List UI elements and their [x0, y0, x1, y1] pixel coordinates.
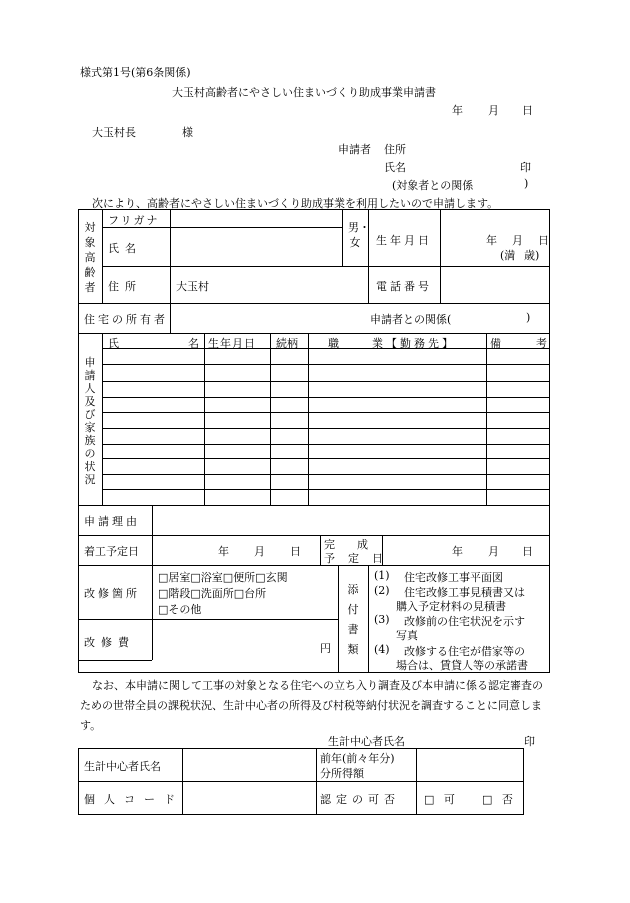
sex-label: 男・女 [348, 221, 370, 249]
attach-4-text: 改修する住宅が借家等の [404, 645, 525, 658]
signer-seal: 印 [524, 735, 535, 748]
col-given-name: 名 [188, 337, 199, 350]
attachments-label: 添付書類 [347, 583, 359, 656]
cost-unit: 円 [320, 642, 331, 655]
reason-label: 申請理由 [84, 515, 140, 528]
places-line-3: □その他 [158, 603, 202, 616]
applicant-relation-close: ) [524, 177, 529, 190]
approval-label: 認定の可否 [320, 793, 400, 806]
phone-label: 電話番号 [376, 280, 432, 293]
owner-relation-close: ) [526, 311, 531, 324]
attach-1-text: 住宅改修工事平面図 [404, 571, 503, 584]
attach-4-cont: 場合は、賃貸人等の承諾書 [396, 659, 528, 672]
applicant-label: 申請者 [338, 143, 371, 156]
addressee: 大玉村長 [92, 126, 136, 139]
target-address-label: 住所 [108, 280, 142, 293]
col-remarks-1: 備 [490, 337, 501, 350]
intro-text: 次により、高齢者にやさしい住まいづくり助成事業を利用したいので申請します。 [92, 197, 499, 210]
family-side-label: 申請人及び家族の状況 [84, 356, 96, 486]
places-line-2: □階段□洗面所□台所 [158, 587, 267, 600]
places-line-1: □居室□浴室□便所□玄関 [158, 571, 288, 584]
age-month: 月 [512, 234, 523, 247]
date-month-label: 月 [488, 104, 499, 117]
complete-year: 年 [452, 545, 463, 558]
attach-2-cont: 購入予定材料の見積書 [396, 600, 506, 613]
deny-checkbox[interactable]: □ 否 [482, 793, 516, 806]
target-address-value: 大玉村 [176, 280, 209, 293]
attach-2-text: 住宅改修工事見積書又は [404, 586, 525, 599]
places-label: 改修箇所 [84, 587, 140, 600]
applicant-address-label: 住所 [384, 143, 406, 156]
applicant-seal: 印 [520, 161, 531, 174]
consent-text: なお、本申請に関して工事の対象となる住宅への立ち入り調査及び本申請に係る認定審査のための世帯全員の課税状況、生計中心者の所得及び村税等納付状況を調査することに同意します。 [80, 679, 543, 732]
start-month: 月 [254, 545, 265, 558]
target-side-label: 対象高齢者 [84, 221, 96, 294]
applicant-relation-label: (対象者との関係 [392, 179, 474, 192]
attach-1-no: (1) [374, 569, 390, 582]
col-relationship: 続柄 [276, 337, 298, 350]
complete-day: 日 [522, 545, 533, 558]
completion-label-1: 完成 [324, 538, 390, 551]
attach-3-cont: 写真 [396, 629, 418, 642]
age-open: (満 [500, 249, 516, 262]
furigana-label: フリガナ [108, 214, 160, 227]
owner-label: 住宅の所有者 [84, 313, 168, 326]
date-day-label: 日 [522, 104, 533, 117]
income-label-2: 分所得額 [320, 767, 364, 780]
date-year-label: 年 [452, 104, 463, 117]
col-surname: 氏 [108, 337, 119, 350]
age-year: 年 [486, 234, 497, 247]
attach-3-no: (3) [374, 613, 390, 626]
signer-label: 生計中心者氏名 [328, 735, 405, 748]
earner-name-label: 生計中心者氏名 [84, 760, 161, 773]
attach-2-no: (2) [374, 584, 390, 597]
applicant-name-label: 氏名 [384, 161, 406, 174]
age-day: 日 [538, 234, 549, 247]
start-date-label: 着工予定日 [84, 545, 139, 558]
attach-4-no: (4) [374, 643, 390, 656]
completion-label-2: 予定日 [324, 552, 396, 565]
col-birthdate: 生年月日 [208, 337, 256, 350]
document-title: 大玉村高齢者にやさしい住まいづくり助成事業申請書 [172, 86, 436, 99]
target-name-label: 氏名 [108, 242, 142, 255]
attach-3-text: 改修前の住宅状況を示す [404, 615, 525, 628]
owner-relation-label: 申請者との関係( [370, 313, 452, 326]
income-label-1: 前年(前々年分) [320, 752, 395, 765]
form-number: 様式第1号(第6条関係) [80, 66, 191, 79]
start-day: 日 [290, 545, 301, 558]
complete-month: 月 [488, 545, 499, 558]
cost-label: 改修費 [84, 636, 135, 649]
col-workplace: 業【勤務先】 [372, 337, 456, 350]
col-remarks-2: 考 [536, 337, 547, 350]
col-occupation: 職 [328, 337, 339, 350]
honorific: 様 [182, 126, 193, 139]
age-close: 歳) [524, 249, 540, 262]
birthdate-label: 生年月日 [376, 234, 432, 247]
start-year: 年 [218, 545, 229, 558]
approve-checkbox[interactable]: □ 可 [424, 793, 458, 806]
personal-code-label: 個人コード [84, 793, 184, 806]
